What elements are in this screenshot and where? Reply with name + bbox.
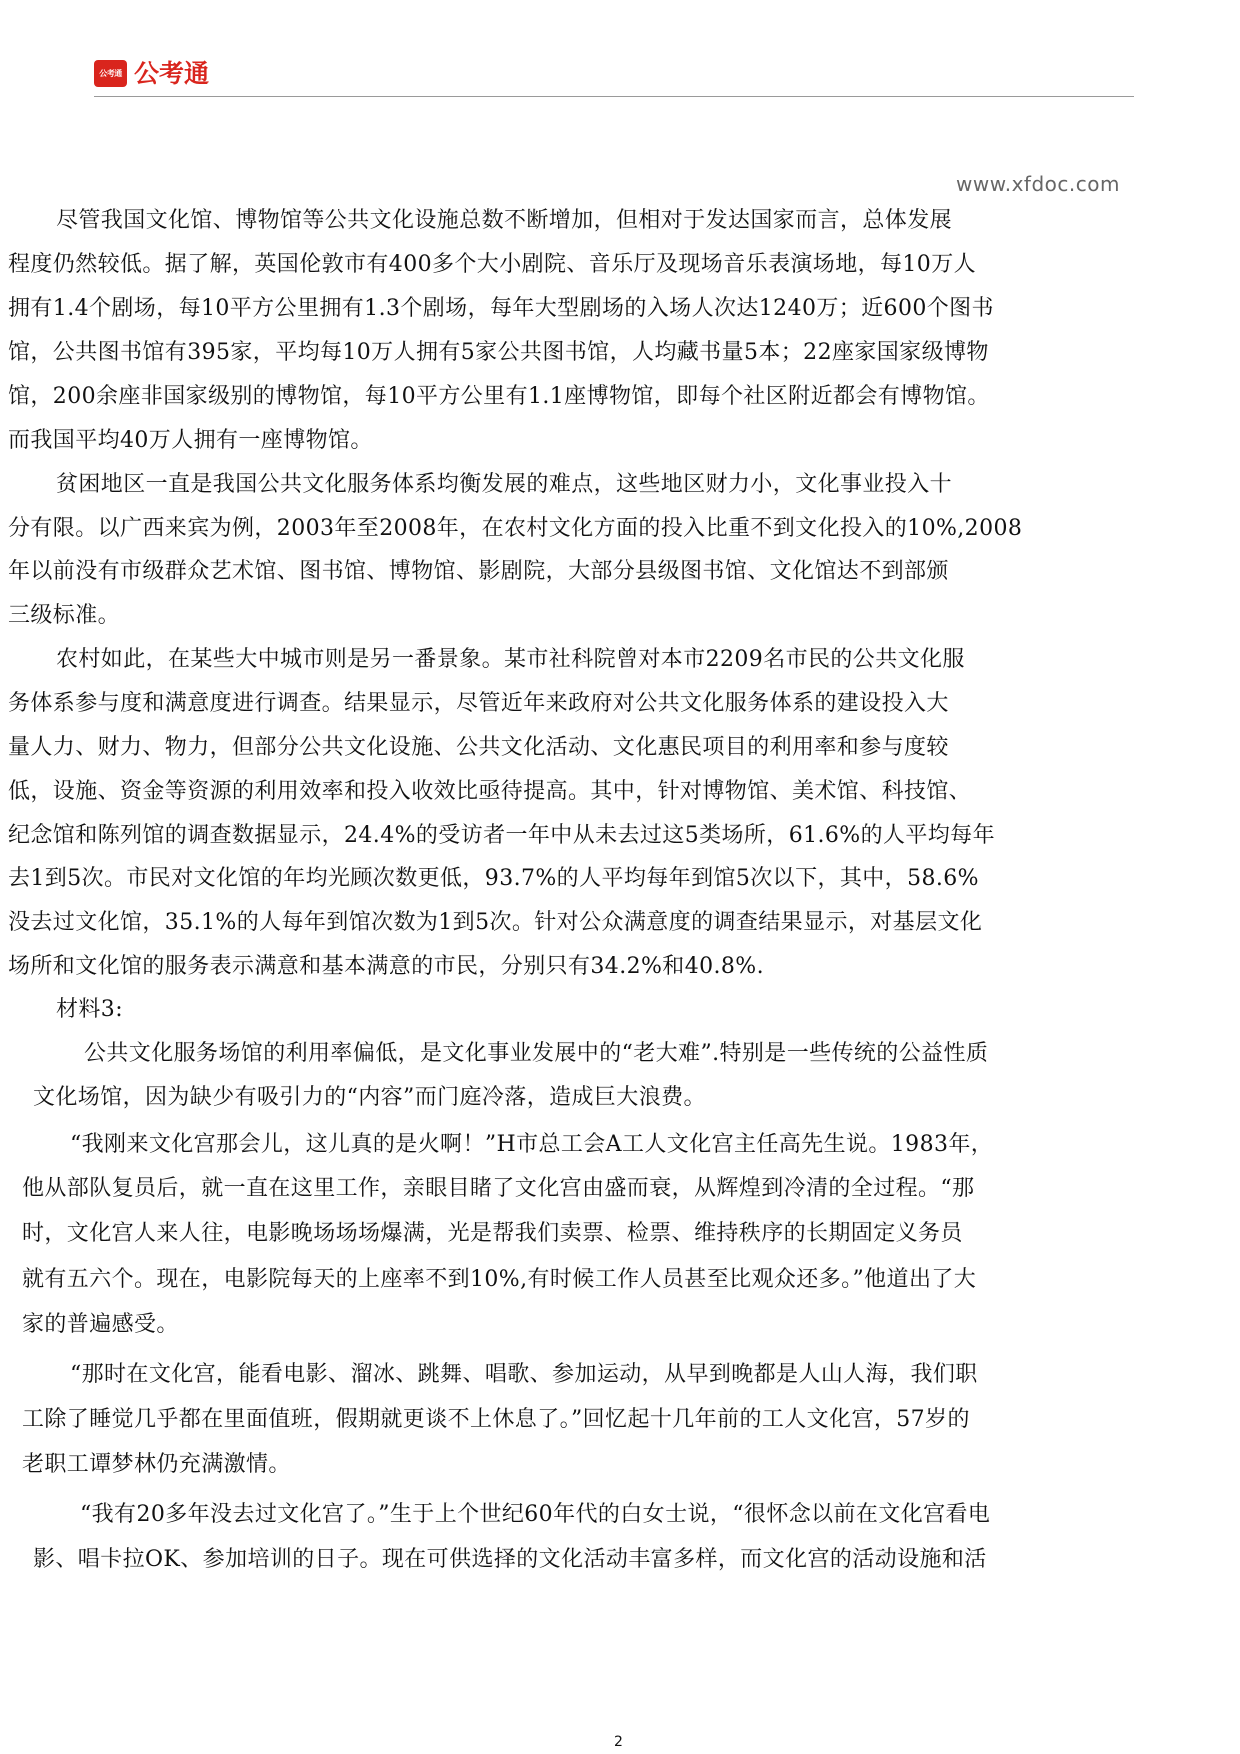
text-line: “我有20多年没去过文化宫了。”生于上个世纪60年代的白女士说，“很怀念以前在文化宫看电 — [80, 1502, 991, 1527]
text-line: 农村如此，在某些大中城市则是另一番景象。某市社科院曾对本市2209名市民的公共文化服 — [56, 647, 965, 672]
text-line: 贫困地区一直是我国公共文化服务体系均衡发展的难点，这些地区财力小，文化事业投入十 — [56, 472, 953, 497]
site-url: www.xfdoc.com — [956, 172, 1120, 196]
text-line: 务体系参与度和满意度进行调查。结果显示，尽管近年来政府对公共文化服务体系的建设投入大 — [8, 691, 949, 716]
text-line: 老职工谭梦林仍充满激情。 — [22, 1452, 291, 1477]
text-line: 他从部队复员后，就一直在这里工作，亲眼目睹了文化宫由盛而衰，从辉煌到冷清的全过程。“那 — [22, 1176, 975, 1201]
text-line: 年以前没有市级群众艺术馆、图书馆、博物馆、影剧院，大部分县级图书馆、文化馆达不到部颁 — [8, 559, 949, 584]
text-line: 量人力、财力、物力，但部分公共文化设施、公共文化活动、文化惠民项目的利用率和参与度较 — [8, 735, 949, 760]
text-line: 公共文化服务场馆的利用率偏低，是文化事业发展中的“老大难”.特别是一些传统的公益性质 — [84, 1041, 989, 1066]
page-header — [94, 58, 1134, 97]
text-line: 拥有1.4个剧场，每10平方公里拥有1.3个剧场，每年大型剧场的入场人次达1240万；近600个图书 — [8, 296, 994, 321]
text-line: 尽管我国文化馆、博物馆等公共文化设施总数不断增加，但相对于发达国家而言，总体发展 — [56, 208, 953, 233]
logo-text: 公考通 — [134, 59, 210, 88]
text-line: 去1到5次。市民对文化馆的年均光顾次数更低，93.7%的人平均每年到馆5次以下，其中，58.6% — [8, 866, 979, 891]
text-line: 三级标准。 — [8, 603, 121, 628]
text-line: 文化场馆，因为缺少有吸引力的“内容”而门庭冷落，造成巨大浪费。 — [33, 1085, 706, 1110]
text-line: 低，设施、资金等资源的利用效率和投入收效比亟待提高。其中，针对博物馆、美术馆、科技馆、 — [8, 779, 972, 804]
text-line: 场所和文化馆的服务表示满意和基本满意的市民，分别只有34.2%和40.8%. — [8, 954, 764, 979]
section-heading: 材料3: — [56, 997, 124, 1022]
text-line: “那时在文化宫，能看电影、溜冰、跳舞、唱歌、参加运动，从早到晚都是人山人海，我们职 — [70, 1362, 978, 1387]
text-line: 家的普遍感受。 — [22, 1312, 179, 1337]
text-line: 影、唱卡拉OK、参加培训的日子。现在可供选择的文化活动丰富多样，而文化宫的活动设施和活 — [33, 1547, 987, 1572]
text-line: 纪念馆和陈列馆的调查数据显示，24.4%的受访者一年中从未去过这5类场所，61.6%的人平均每年 — [8, 823, 995, 848]
text-line: 没去过文化馆，35.1%的人每年到馆次数为1到5次。针对公众满意度的调查结果显示，对基层文化 — [8, 910, 983, 935]
text-line: 分有限。以广西来宾为例，2003年至2008年，在农村文化方面的投入比重不到文化投入的10%,2008 — [8, 516, 1023, 541]
text-line: 馆，200余座非国家级别的博物馆，每10平方公里有1.1座博物馆，即每个社区附近都会有博物馆。 — [8, 384, 990, 409]
page-number: 2 — [614, 1734, 623, 1750]
text-line: 馆，公共图书馆有395家，平均每10万人拥有5家公共图书馆，人均藏书量5本；22座家国家级博物 — [8, 340, 989, 365]
text-line: 时，文化宫人来人往，电影晚场场场爆满，光是帮我们卖票、检票、维持秩序的长期固定义务员 — [22, 1221, 963, 1246]
text-line: “我刚来文化宫那会儿，这儿真的是火啊！”H市总工会A工人文化宫主任高先生说。1983年， — [70, 1132, 994, 1157]
text-line: 就有五六个。现在，电影院每天的上座率不到10%,有时候工作人员甚至比观众还多。”他道出了大 — [22, 1267, 977, 1292]
logo-icon: 公考通 — [94, 60, 127, 87]
text-line: 而我国平均40万人拥有一座博物馆。 — [8, 428, 373, 453]
text-line: 工除了睡觉几乎都在里面值班，假期就更谈不上休息了。”回忆起十几年前的工人文化宫，57岁的 — [22, 1407, 970, 1432]
text-line: 程度仍然较低。据了解，英国伦敦市有400多个大小剧院、音乐厅及现场音乐表演场地，每10万人 — [8, 252, 976, 277]
